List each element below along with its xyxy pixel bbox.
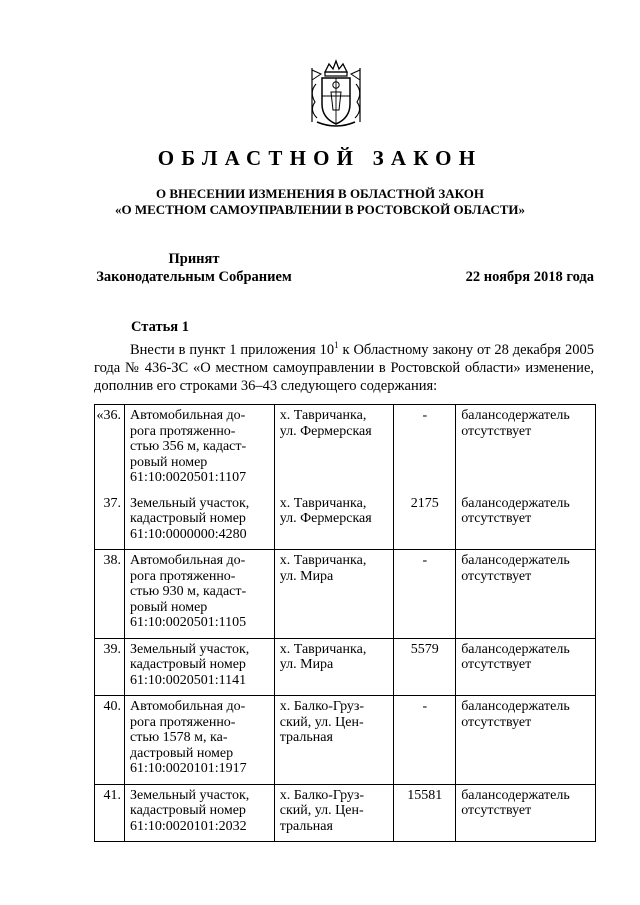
- table-row: [95, 784, 596, 842]
- adoption-line2: Законодательным Собранием: [96, 269, 292, 285]
- objects-table: [94, 404, 596, 842]
- law-title-line1: О ВНЕСЕНИИ ИЗМЕНЕНИЯ В ОБЛАСТНОЙ ЗАКОН: [156, 186, 484, 201]
- law-title-line2: «О МЕСТНОМ САМОУПРАВЛЕНИИ В РОСТОВСКОЙ ОБЛАСТИ»: [115, 202, 525, 217]
- adoption-line1: Принят: [168, 251, 220, 267]
- row-number: 39.: [95, 638, 125, 696]
- object-description: Автомобильная до- рога протяженно- стью 930 м, кадаст- ровый номер 61:10:0020501:1105: [129, 553, 247, 630]
- object-description: Автомобильная до- рога протяженно- стью 356 м, кадаст- ровый номер 61:10:0020501:1107: [129, 408, 247, 485]
- intro-superscript: 1: [334, 340, 339, 351]
- object-description: Земельный участок, кадастровый номер 61:10:0020501:1141: [129, 641, 250, 688]
- article-intro: [94, 341, 594, 395]
- object-description: Автомобильная до- рога протяженно- стью 1578 м, ка- дастровый номер 61:10:0020101:1917: [129, 699, 247, 776]
- intro-after: к Областному закону от 28 декабря 2005 года № 436-ЗС «О местном самоуправлении в Ростовской области» изменение, дополнив его строками 36–43 следующего содержания:: [94, 342, 594, 394]
- table-row: [95, 638, 596, 696]
- object-location: х. Тавричанка, ул. Мира: [279, 553, 367, 584]
- object-holder: балансодержатель отсутствует: [461, 408, 570, 439]
- object-location: х. Тавричанка, ул. Фермерская: [279, 408, 372, 439]
- object-holder: балансодержатель отсутствует: [461, 641, 570, 672]
- object-area: 15581: [394, 784, 456, 842]
- adoption-block: [94, 250, 294, 286]
- intro-before: Внести в пункт 1 приложения 10: [130, 342, 335, 358]
- object-area: -: [394, 405, 456, 493]
- adoption-date: 22 ноября 2018 года: [465, 269, 594, 285]
- object-holder: балансодержатель отсутствует: [461, 699, 570, 730]
- object-area: 5579: [394, 638, 456, 696]
- table-row: [95, 405, 596, 493]
- object-description: Земельный участок, кадастровый номер 61:10:0020101:2032: [129, 787, 250, 834]
- table-row: [95, 550, 596, 639]
- table-row: [95, 696, 596, 785]
- table-row: [95, 493, 596, 550]
- row-number: 38.: [95, 550, 125, 639]
- row-number: 40.: [95, 696, 125, 785]
- object-holder: балансодержатель отсутствует: [461, 495, 570, 526]
- object-area: -: [394, 550, 456, 639]
- object-holder: балансодержатель отсутствует: [461, 553, 570, 584]
- object-location: х. Тавричанка, ул. Фермерская: [279, 495, 372, 526]
- object-location: х. Балко-Груз- ский, ул. Цен- тральная: [279, 699, 365, 745]
- object-location: х. Тавричанка, ул. Мира: [279, 641, 367, 672]
- object-holder: балансодержатель отсутствует: [461, 787, 570, 818]
- row-number: 41.: [95, 784, 125, 842]
- object-description: Земельный участок, кадастровый номер 61:10:0000000:4280: [129, 495, 250, 542]
- article-title: Статья 1: [131, 319, 189, 335]
- object-area: 2175: [394, 493, 456, 550]
- law-title: [70, 186, 570, 218]
- row-number: 37.: [95, 493, 125, 550]
- object-location: х. Балко-Груз- ский, ул. Цен- тральная: [279, 787, 365, 834]
- coat-of-arms-emblem: [303, 58, 369, 130]
- object-area: -: [394, 696, 456, 785]
- row-number: «36.: [95, 405, 125, 493]
- law-type-heading: ОБЛАСТНОЙ ЗАКОН: [157, 146, 483, 170]
